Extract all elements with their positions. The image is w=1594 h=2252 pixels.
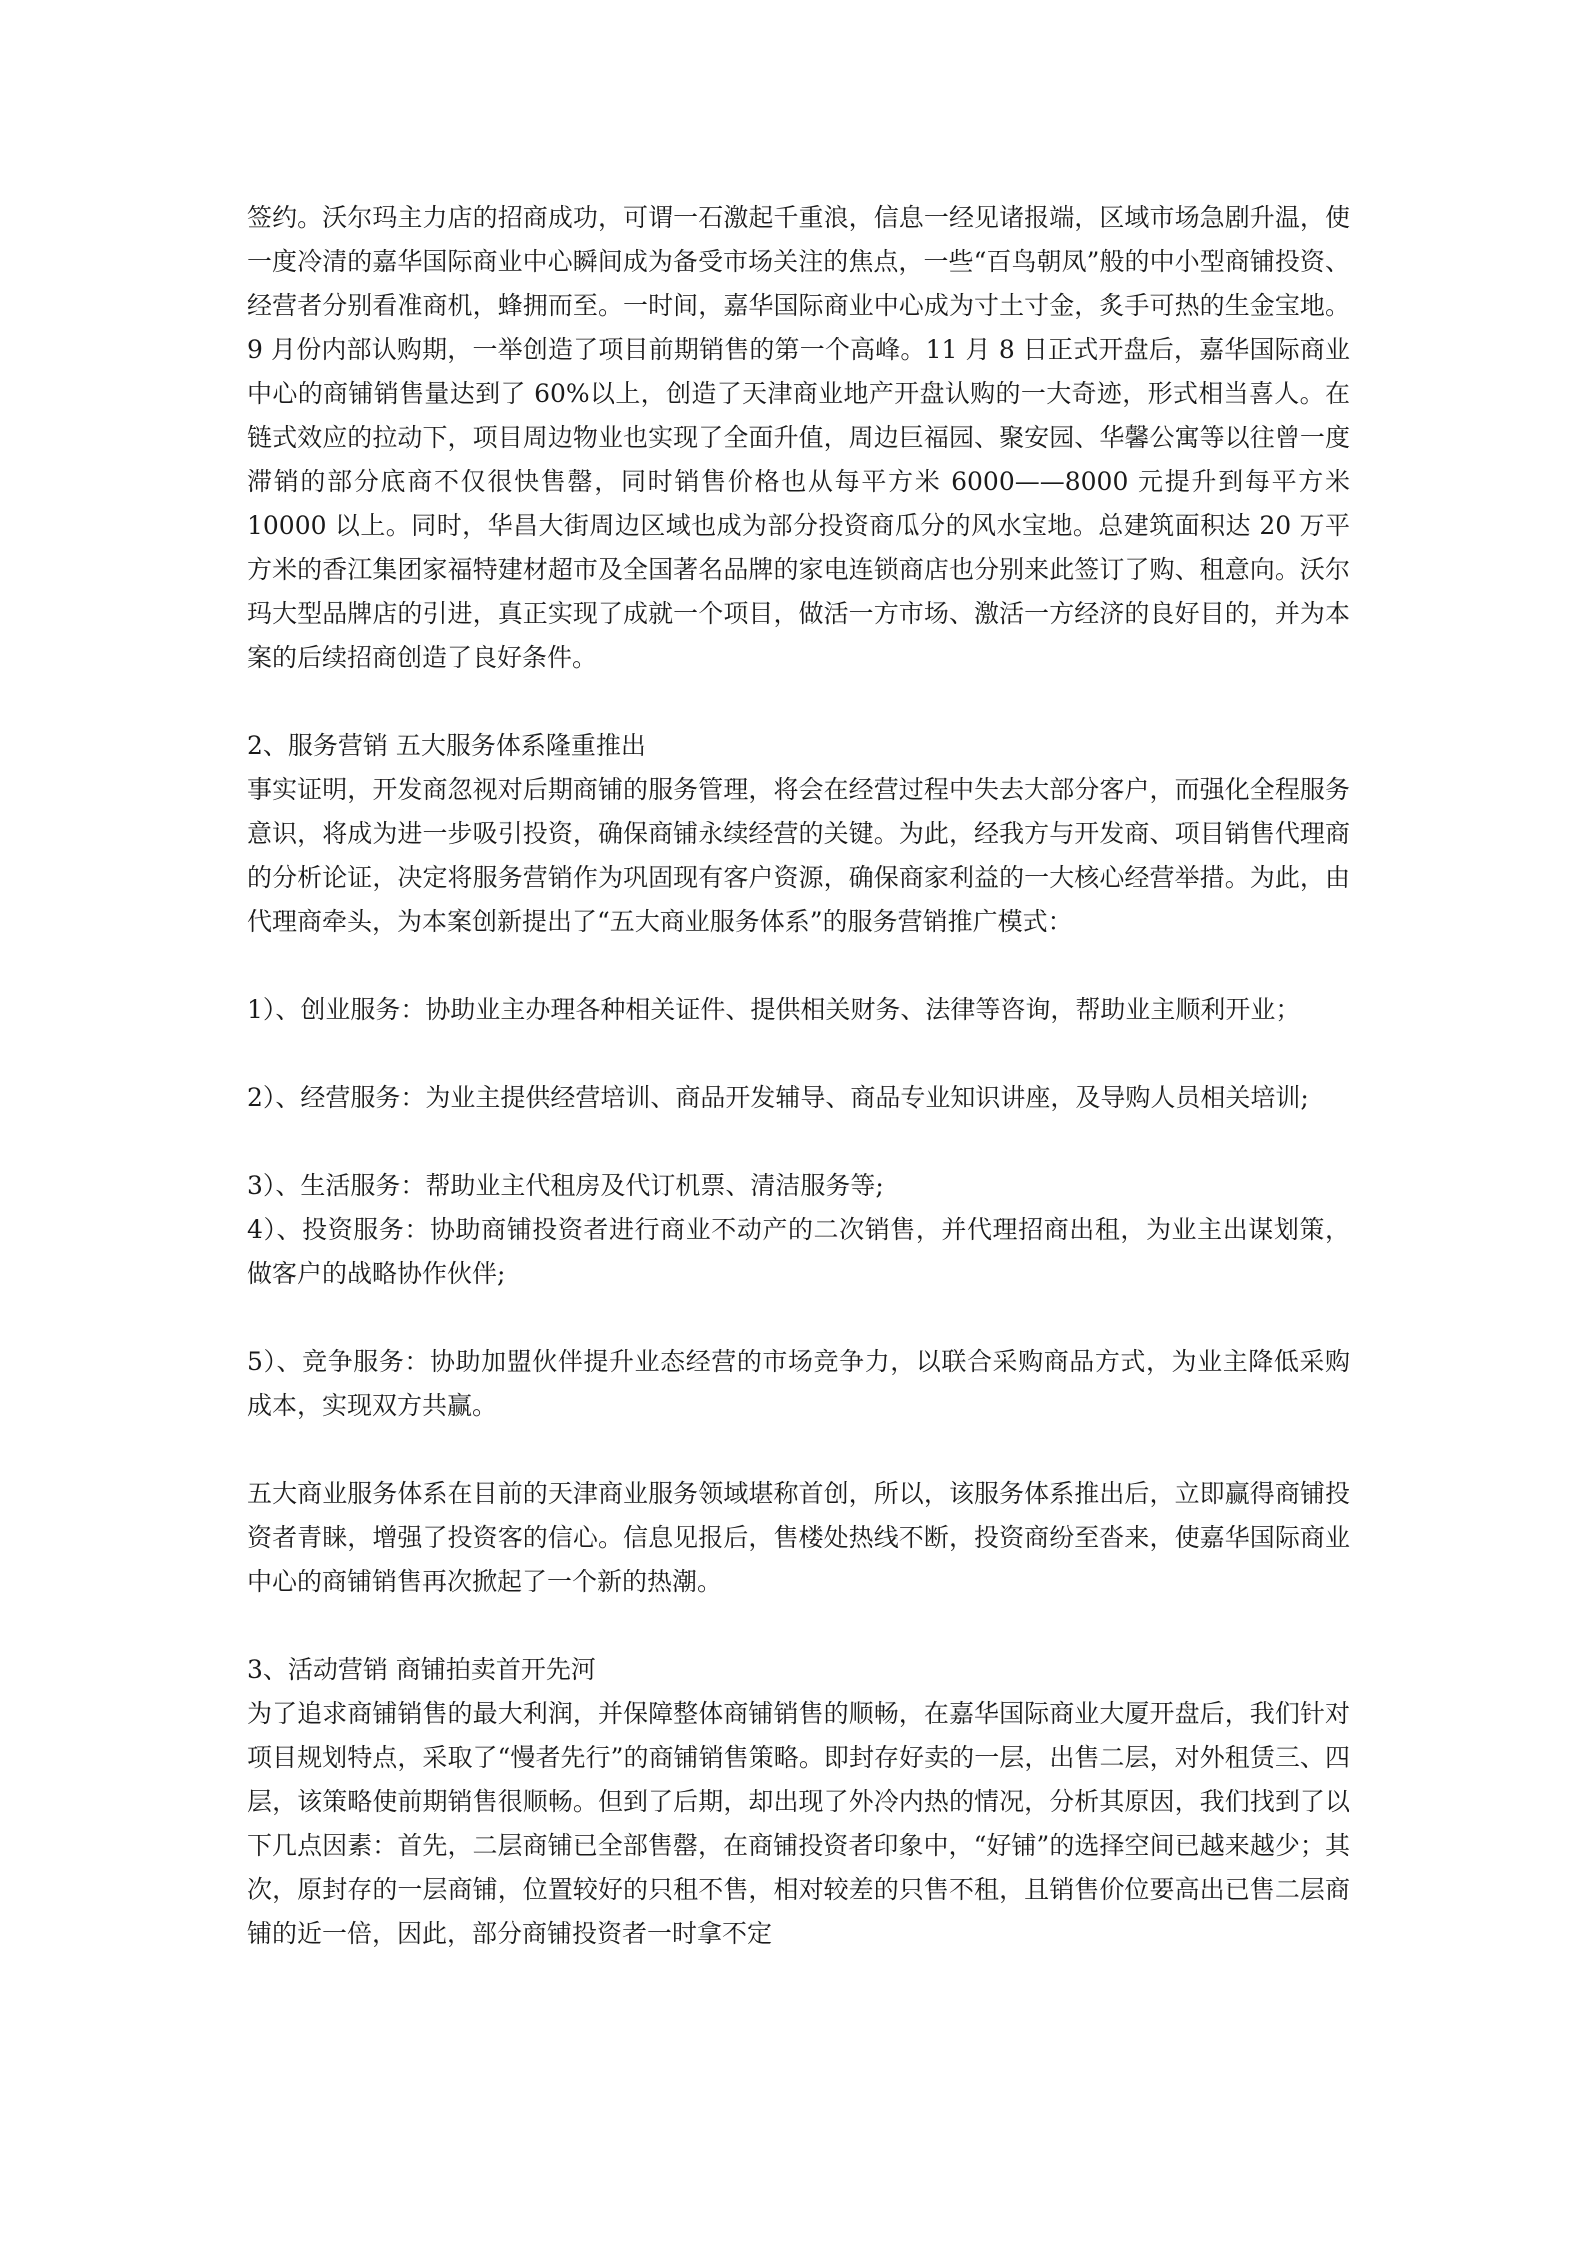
service-item-competition: 5）、竞争服务：协助加盟伙伴提升业态经营的市场竞争力，以联合采购商品方式，为业主降低采购成本，实现双方共赢。 bbox=[247, 1347, 1350, 1420]
paragraph-gap bbox=[247, 1120, 1350, 1164]
paragraph-service-result: 五大商业服务体系在目前的天津商业服务领域堪称首创，所以，该服务体系推出后，立即赢得商铺投资者青睐，增强了投资客的信心。信息见报后，售楼处热线不断，投资商纷至沓来，使嘉华国际商业中心的商铺销售再次掀起了一个新的热潮。 bbox=[247, 1479, 1350, 1596]
paragraph-auction-strategy: 为了追求商铺销售的最大利润，并保障整体商铺销售的顺畅，在嘉华国际商业大厦开盘后，我们针对项目规划特点，采取了“慢者先行”的商铺销售策略。即封存好卖的一层，出售二层，对外租赁三、四层，该策略使前期销售很顺畅。但到了后期，却出现了外冷内热的情况，分析其原因，我们找到了以下几点因素：首先，二层商铺已全部售罄，在商铺投资者印象中，“好铺”的选择空间已越来越少；其次，原封存的一层商铺，位置较好的只租不售，相对较差的只售不租，且销售价位要高出已售二层商铺的近一倍，因此，部分商铺投资者一时拿不定 bbox=[247, 1699, 1350, 1948]
service-item-startup: 1）、创业服务：协助业主办理各种相关证件、提供相关财务、法律等咨询，帮助业主顺利开业； bbox=[247, 995, 1301, 1024]
section-heading-event-marketing: 3、活动营销 商铺拍卖首开先河 bbox=[247, 1655, 596, 1684]
paragraph-gap bbox=[247, 1604, 1350, 1648]
paragraph-walmart-leasing: 签约。沃尔玛主力店的招商成功，可谓一石激起千重浪，信息一经见诸报端，区域市场急剧升温，使一度冷清的嘉华国际商业中心瞬间成为备受市场关注的焦点，一些“百鸟朝凤”般的中小型商铺投资、经营者分别看准商机，蜂拥而至。一时间，嘉华国际商业中心成为寸土寸金，炙手可热的生金宝地。9 月份内部认购期，一举创造了项目前期销售的第一个高峰。11 月 8 日正式开盘后，嘉华国际商业中心的商铺销售量达到了 60%以上，创造了天津商业地产开盘认购的一大奇迹，形式相当喜人。在链式效应的拉动下，项目周边物业也实现了全面升值，周边巨福园、聚安园、华馨公寓等以往曾一度滞销的部分底商不仅很快售罄，同时销售价格也从每平方米 6000——8000 元提升到每平方米 10000 以上。同时，华昌大街周边区域也成为部分投资商瓜分的风水宝地。总建筑面积达 20 万平方米的香江集团家福特建材超市及全国著名品牌的家电连锁商店也分别来此签订了购、租意向。沃尔玛大型品牌店的引进，真正实现了成就一个项目，做活一方市场、激活一方经济的良好目的，并为本案的后续招商创造了良好条件。 bbox=[247, 203, 1350, 672]
paragraph-gap bbox=[247, 944, 1350, 988]
service-item-operation: 2）、经营服务：为业主提供经营培训、商品开发辅导、商品专业知识讲座，及导购人员相关培训; bbox=[247, 1083, 1309, 1112]
paragraph-gap bbox=[247, 680, 1350, 724]
paragraph-gap bbox=[247, 1032, 1350, 1076]
document-body bbox=[247, 196, 1350, 1956]
paragraph-gap bbox=[247, 1296, 1350, 1340]
service-item-investment: 4）、投资服务：协助商铺投资者进行商业不动产的二次销售，并代理招商出租，为业主出谋划策，做客户的战略协作伙伴; bbox=[247, 1215, 1350, 1288]
service-item-life: 3）、生活服务：帮助业主代租房及代订机票、清洁服务等; bbox=[247, 1171, 884, 1200]
section-heading-service-marketing: 2、服务营销 五大服务体系隆重推出 bbox=[247, 731, 646, 760]
paragraph-gap bbox=[247, 1428, 1350, 1472]
paragraph-service-intro: 事实证明，开发商忽视对后期商铺的服务管理，将会在经营过程中失去大部分客户，而强化全程服务意识，将成为进一步吸引投资，确保商铺永续经营的关键。为此，经我方与开发商、项目销售代理商的分析论证，决定将服务营销作为巩固现有客户资源，确保商家利益的一大核心经营举措。为此，由代理商牵头，为本案创新提出了“五大商业服务体系”的服务营销推广模式： bbox=[247, 775, 1350, 936]
